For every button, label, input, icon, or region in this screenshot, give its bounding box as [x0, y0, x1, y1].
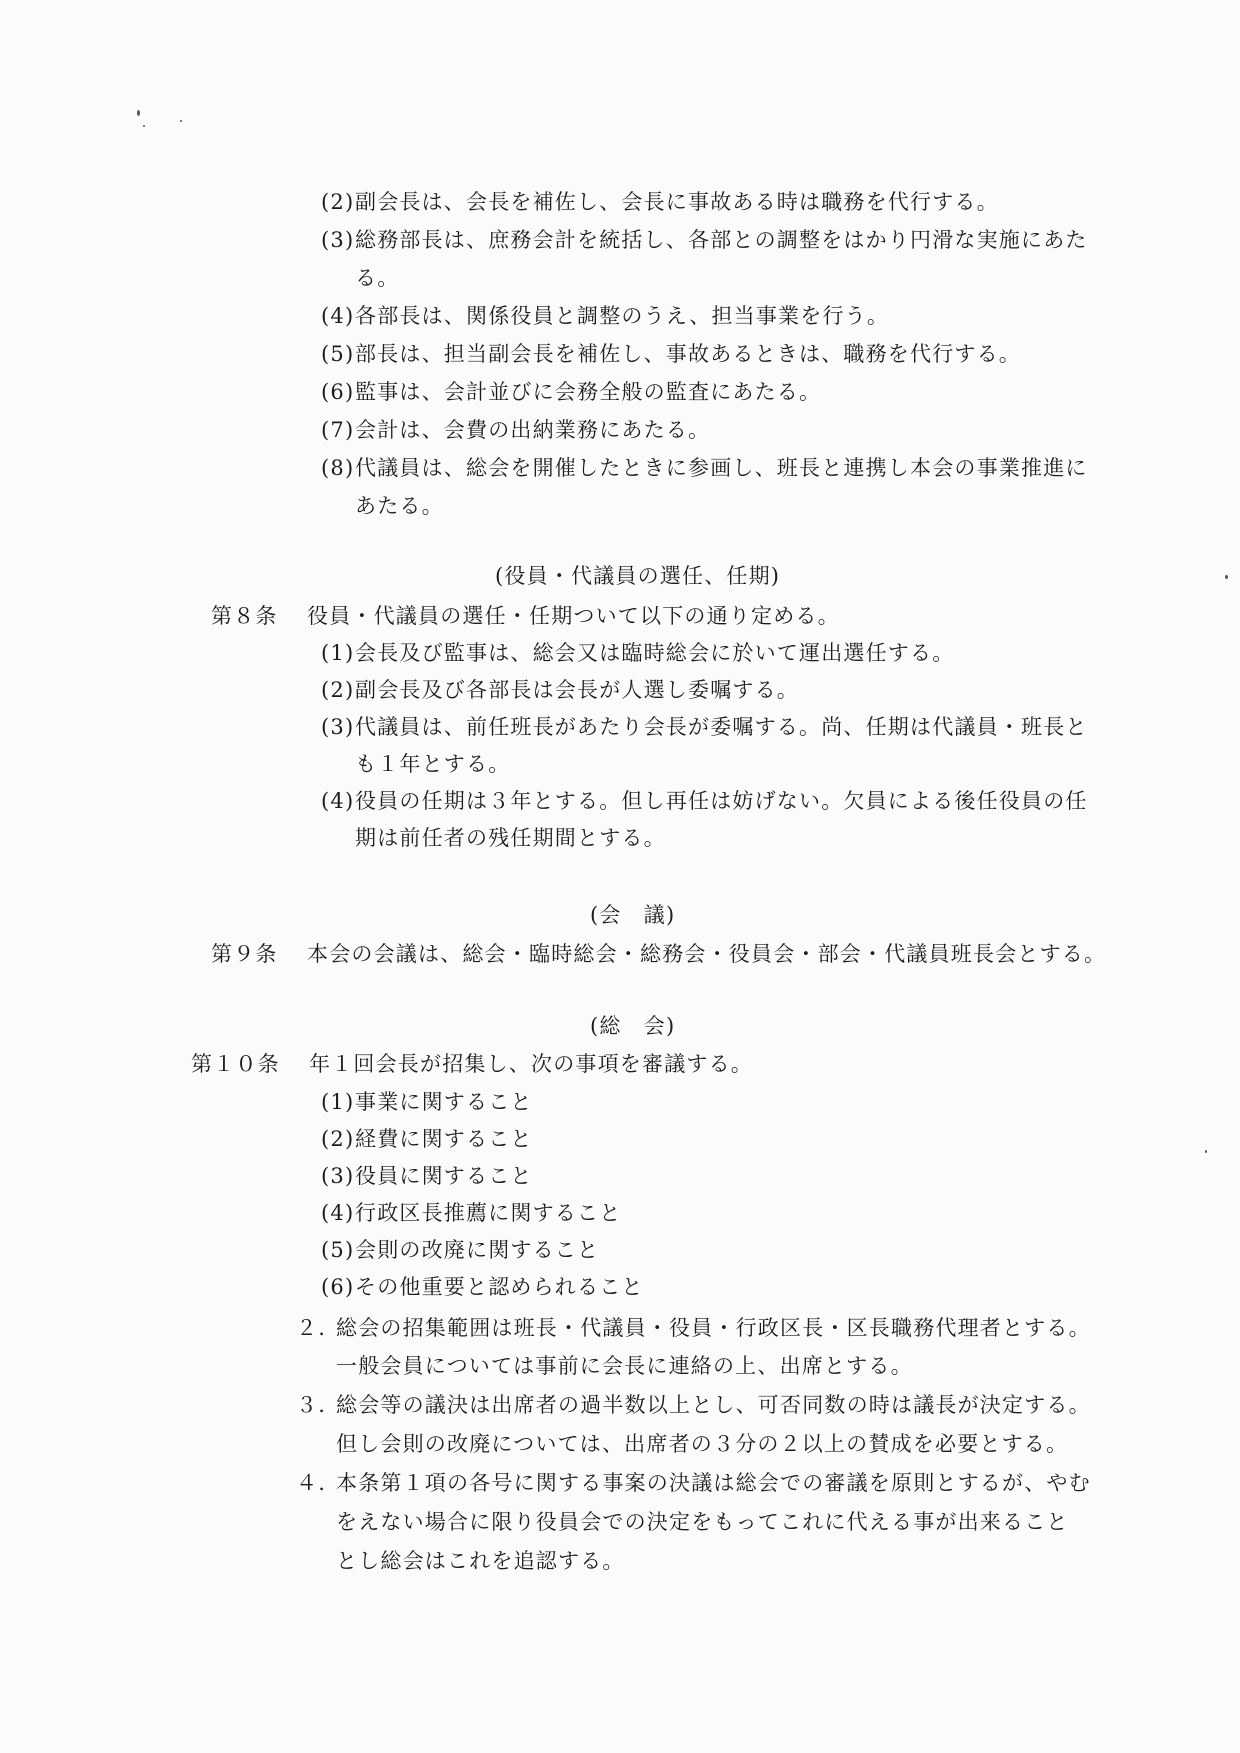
article-body: [211, 602, 840, 630]
paragraph-text: をえない場合に限り役員会での決定をもってこれに代える事が出来ること: [336, 1510, 1069, 1534]
item-text: 会長及び監事は、総会又は臨時総会に於いて運出選任する。: [355, 641, 955, 665]
list-item: [321, 1273, 644, 1301]
paragraph-number: ３.: [296, 1393, 327, 1417]
item-number: (5): [321, 1238, 355, 1262]
paragraph-number: ２.: [296, 1316, 327, 1340]
item-number: (8): [321, 456, 355, 480]
item-text: 事業に関すること: [355, 1090, 533, 1114]
item-text: も１年とする。: [355, 752, 511, 776]
article-number: 第１０条: [191, 1052, 280, 1076]
article-heading: (会 議): [590, 903, 676, 927]
list-item: [321, 639, 954, 667]
list-item-continuation: [355, 492, 444, 520]
list-item: [321, 713, 1088, 741]
paragraph: [296, 1314, 1091, 1342]
item-text: 副会長は、会長を補佐し、会長に事故ある時は職務を代行する。: [355, 190, 999, 214]
item-number: (4): [321, 304, 355, 328]
article-text: 年１回会長が招集し、次の事項を審議する。: [309, 1052, 753, 1076]
list-item: [321, 1199, 621, 1227]
item-number: (3): [321, 715, 355, 739]
item-text: 役員に関すること: [355, 1164, 533, 1188]
item-number: (3): [321, 1164, 355, 1188]
item-number: (5): [321, 342, 355, 366]
paragraph-text: 一般会員については事前に会長に連絡の上、出席とする。: [336, 1354, 913, 1378]
item-number: (3): [321, 228, 355, 252]
scan-speck: [180, 120, 182, 122]
item-text: 部長は、担当副会長を補佐し、事故あるときは、職務を代行する。: [355, 342, 1021, 366]
paragraph: [296, 1391, 1091, 1419]
list-item: [321, 188, 999, 216]
list-item-continuation: [355, 264, 399, 292]
scan-speck: [143, 125, 145, 127]
item-text: 役員の任期は３年とする。但し再任は妨げない。欠員による後任役員の任: [355, 789, 1088, 813]
item-number: (7): [321, 418, 355, 442]
item-text: 行政区長推薦に関すること: [355, 1201, 622, 1225]
item-number: (1): [321, 1090, 355, 1114]
article-number: 第９条: [211, 942, 278, 966]
item-text: 副会長及び各部長は会長が人選し委嘱する。: [355, 678, 799, 702]
scan-speck: [137, 110, 140, 116]
item-number: (2): [321, 190, 355, 214]
item-number: (2): [321, 678, 355, 702]
item-number: (6): [321, 1275, 355, 1299]
article-text: 本会の会議は、総会・臨時総会・総務会・役員会・部会・代議員班長会とする。: [307, 942, 1107, 966]
paragraph-text: 本条第１項の各号に関する事案の決議は総会での審議を原則とするが、やむ: [336, 1471, 1091, 1495]
paragraph-continuation: [336, 1547, 625, 1575]
item-text: る。: [355, 266, 400, 290]
paragraph: [296, 1469, 1091, 1497]
paragraph-continuation: [336, 1508, 1069, 1536]
item-text: 会計は、会費の出納業務にあたる。: [355, 418, 711, 442]
list-item-continuation: [355, 824, 666, 852]
paragraph-continuation: [336, 1352, 913, 1380]
list-item: [321, 226, 1088, 254]
item-number: (2): [321, 1127, 355, 1151]
article-body: [191, 1050, 753, 1078]
item-text: その他重要と認められること: [355, 1275, 644, 1299]
paragraph-continuation: [336, 1430, 1068, 1458]
item-text: 会則の改廃に関すること: [355, 1238, 600, 1262]
paragraph-text: 総会の招集範囲は班長・代議員・役員・行政区長・区長職務代理者とする。: [336, 1316, 1091, 1340]
list-item: [321, 1088, 533, 1116]
list-item: [321, 340, 1021, 368]
item-text: 代議員は、総会を開催したときに参画し、班長と連携し本会の事業推進に: [355, 456, 1088, 480]
item-number: (4): [321, 1201, 355, 1225]
list-item: [321, 454, 1088, 482]
item-text: 監事は、会計並びに会務全般の監査にあたる。: [355, 380, 822, 404]
item-text: 期は前任者の残任期間とする。: [355, 826, 666, 850]
article-heading: (総 会): [590, 1014, 676, 1038]
list-item: [321, 416, 710, 444]
article-number: 第８条: [211, 604, 278, 628]
item-number: (6): [321, 380, 355, 404]
list-item: [321, 676, 799, 704]
list-item-continuation: [355, 750, 510, 778]
paragraph-text: とし総会はこれを追認する。: [336, 1549, 625, 1573]
item-number: (4): [321, 789, 355, 813]
scan-speck: [1205, 1150, 1207, 1153]
article-heading: (役員・代議員の選任、任期): [495, 564, 781, 588]
item-text: あたる。: [355, 494, 444, 518]
paragraph-number: ４.: [296, 1471, 327, 1495]
item-text: 各部長は、関係役員と調整のうえ、担当事業を行う。: [355, 304, 890, 328]
item-number: (1): [321, 641, 355, 665]
list-item: [321, 1236, 599, 1264]
scan-speck: [1225, 575, 1228, 579]
list-item: [321, 302, 889, 330]
article-body: [211, 940, 1106, 968]
list-item: [321, 378, 821, 406]
paragraph-text: 総会等の議決は出席者の過半数以上とし、可否同数の時は議長が決定する。: [336, 1393, 1091, 1417]
list-item: [321, 1162, 533, 1190]
item-text: 総務部長は、庶務会計を統括し、各部との調整をはかり円滑な実施にあた: [355, 228, 1088, 252]
item-text: 代議員は、前任班長があたり会長が委嘱する。尚、任期は代議員・班長と: [355, 715, 1088, 739]
list-item: [321, 787, 1088, 815]
article-text: 役員・代議員の選任・任期ついて以下の通り定める。: [307, 604, 840, 628]
item-text: 経費に関すること: [355, 1127, 533, 1151]
paragraph-text: 但し会則の改廃については、出席者の３分の２以上の賛成を必要とする。: [336, 1432, 1069, 1456]
list-item: [321, 1125, 533, 1153]
